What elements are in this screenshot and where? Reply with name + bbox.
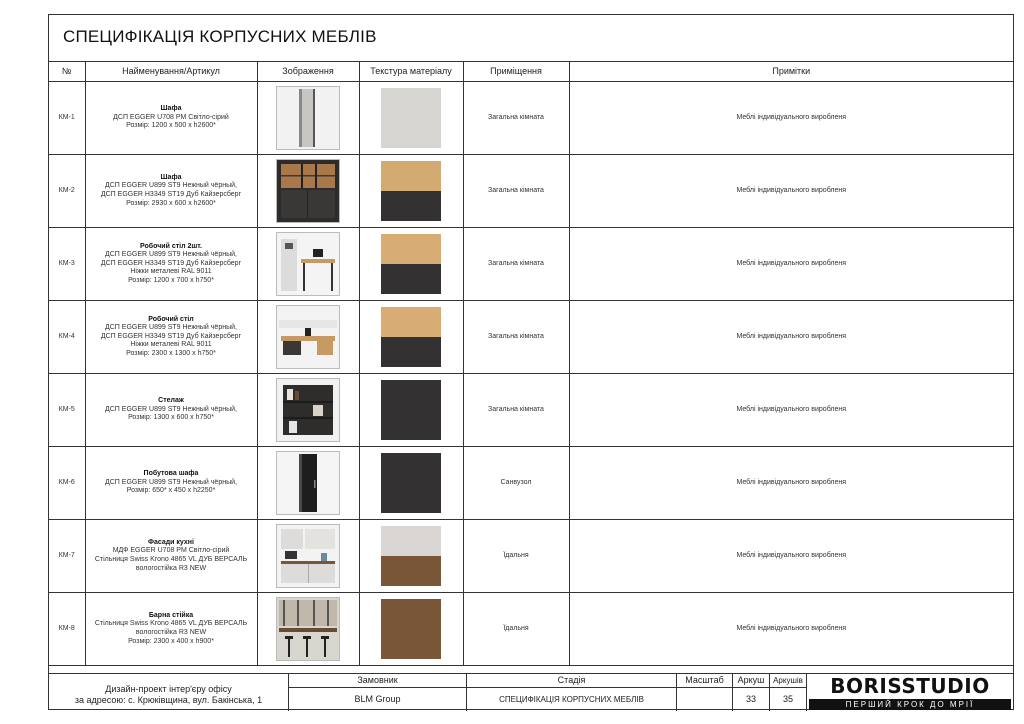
stage-value: СПЕЦИФІКАЦІЯ КОРПУСНИХ МЕБЛІВ: [467, 688, 677, 711]
item-detail: Розмір: 2930 x 600 x h2600*: [126, 199, 216, 207]
note-cell: Меблі індивідуального виробленя: [569, 520, 1013, 593]
texture-top: [381, 307, 441, 337]
furniture-image: [276, 86, 340, 150]
stage-label: Стадія: [467, 674, 677, 688]
texture-cell: [359, 155, 463, 228]
room-cell: Загальна кімната: [463, 228, 569, 301]
texture-top: [381, 380, 441, 410]
sheets-value: 35: [770, 688, 807, 711]
material-texture-swatch: [381, 380, 441, 440]
texture-bottom: [381, 410, 441, 440]
note-cell: Меблі індивідуального виробленя: [569, 593, 1013, 666]
item-detail: Ніжки металеві RAL 9011: [130, 341, 212, 349]
furniture-image: [276, 451, 340, 515]
table-row: [49, 593, 1013, 666]
item-detail: ДСП EGGER H3349 ST19 Дуб Кайзерсберг: [100, 191, 242, 198]
item-name: Робочий стіл: [148, 315, 194, 323]
item-code: КМ-1: [49, 82, 85, 155]
item-detail: ДСП EGGER U899 ST9 Нежный чёрный,: [105, 405, 237, 413]
table-header-row: [49, 61, 1013, 82]
col-header-image: Зображення: [257, 61, 359, 82]
item-image-cell: [257, 593, 359, 666]
item-detail: Розмір: 1200 x 700 x h750*: [128, 276, 214, 284]
table-row: [49, 374, 1013, 447]
item-name: Стелаж: [158, 397, 184, 405]
item-detail: Розмір: 1300 x 600 x h750*: [128, 414, 214, 422]
logo-wordmark: BORISSTUDIO: [830, 674, 990, 698]
item-name: Шафа: [160, 105, 182, 113]
note-cell: Меблі індивідуального виробленя: [569, 374, 1013, 447]
texture-cell: [359, 301, 463, 374]
material-texture-swatch: [381, 526, 441, 586]
table-row: [49, 520, 1013, 593]
item-code: КМ-6: [49, 447, 85, 520]
item-detail: ДСП EGGER U899 ST9 Нежный чёрный,: [105, 478, 237, 486]
item-detail: Стільниця Swiss Krono 4865 VL ДУБ ВЕРСАЛЬ: [94, 556, 248, 563]
item-name: Барна стійка: [148, 611, 194, 619]
item-image-cell: [257, 301, 359, 374]
sheet-label: Аркуш: [733, 674, 770, 688]
item-code: КМ-8: [49, 593, 85, 666]
texture-bottom: [381, 337, 441, 367]
texture-top: [381, 599, 441, 629]
item-description: [85, 155, 257, 228]
furniture-image: [276, 305, 340, 369]
room-cell: Загальна кімната: [463, 301, 569, 374]
texture-top: [381, 453, 441, 483]
room-cell: Загальна кімната: [463, 374, 569, 447]
col-header-name: Найменування/Артикул: [85, 61, 257, 82]
item-code: КМ-7: [49, 520, 85, 593]
texture-cell: [359, 520, 463, 593]
texture-cell: [359, 593, 463, 666]
item-code: КМ-4: [49, 301, 85, 374]
texture-bottom: [381, 264, 441, 294]
item-description: [85, 82, 257, 155]
item-detail: ДСП EGGER U899 ST9 Нежный чёрный,: [105, 324, 237, 332]
item-image-cell: [257, 228, 359, 301]
item-description: [85, 228, 257, 301]
title-area: [49, 15, 1013, 62]
texture-cell: [359, 447, 463, 520]
item-image-cell: [257, 520, 359, 593]
item-name: Шафа: [160, 173, 182, 181]
item-description: [85, 520, 257, 593]
table-row: [49, 301, 1013, 374]
item-detail: ДСП EGGER H3349 ST19 Дуб Кайзерсберг: [100, 332, 242, 340]
room-cell: Загальна кімната: [463, 82, 569, 155]
note-cell: Меблі індивідуального виробленя: [569, 301, 1013, 374]
item-name: Фасади кухні: [148, 538, 194, 546]
table-row: [49, 228, 1013, 301]
sheets-label: Аркушів: [770, 674, 807, 688]
col-header-room: Приміщення: [463, 61, 569, 82]
scale-value: [677, 688, 733, 711]
note-cell: Меблі індивідуального виробленя: [569, 228, 1013, 301]
item-description: [85, 301, 257, 374]
title-block: [49, 673, 1013, 711]
item-image-cell: [257, 155, 359, 228]
texture-top: [381, 526, 441, 556]
item-detail: ДСП EGGER U899 ST9 Нежный чёрный,: [105, 251, 237, 259]
material-texture-swatch: [381, 234, 441, 294]
spec-table: [49, 61, 1013, 666]
item-detail: Розмір: 2300 x 400 x h900*: [128, 637, 214, 645]
item-name: Побутова шафа: [143, 470, 199, 478]
note-cell: Меблі індивідуального виробленя: [569, 447, 1013, 520]
furniture-image: [276, 232, 340, 296]
project-address: за адресою: с. Крюківщина, вул. Бакінська, 1: [74, 695, 263, 705]
texture-bottom: [381, 191, 441, 221]
material-texture-swatch: [381, 307, 441, 367]
material-texture-swatch: [381, 161, 441, 221]
texture-bottom: [381, 483, 441, 513]
scale-label: Масштаб: [677, 674, 733, 688]
item-detail: МДФ EGGER U708 PM Світло-сірий: [112, 547, 230, 555]
item-detail: ДСП EGGER U899 ST9 Нежный чёрный,: [105, 182, 237, 190]
logo-tagline: ПЕРШИЙ КРОК ДО МРІЇ: [809, 699, 1011, 710]
room-cell: Санвузол: [463, 447, 569, 520]
studio-logo: [807, 674, 1013, 711]
project-info: [49, 674, 289, 711]
item-description: [85, 374, 257, 447]
room-cell: Їдальня: [463, 593, 569, 666]
furniture-image: [276, 524, 340, 588]
furniture-image: [276, 597, 340, 661]
item-image-cell: [257, 447, 359, 520]
page-title: СПЕЦИФІКАЦІЯ КОРПУСНИХ МЕБЛІВ: [63, 27, 377, 46]
texture-top: [381, 88, 441, 118]
room-cell: Загальна кімната: [463, 155, 569, 228]
furniture-image: [276, 378, 340, 442]
furniture-image: [276, 159, 340, 223]
room-cell: Їдальня: [463, 520, 569, 593]
texture-top: [381, 234, 441, 264]
spec-sheet: [48, 14, 1014, 710]
texture-bottom: [381, 118, 441, 148]
item-detail: Стільниця Swiss Krono 4865 VL ДУБ ВЕРСАЛЬ: [94, 620, 248, 628]
item-image-cell: [257, 374, 359, 447]
note-cell: Меблі індивідуального виробленя: [569, 82, 1013, 155]
item-name: Робочий стіл 2шт.: [140, 242, 202, 250]
item-image-cell: [257, 82, 359, 155]
texture-top: [381, 161, 441, 191]
col-header-texture: Текстура матеріалу: [359, 61, 463, 82]
material-texture-swatch: [381, 599, 441, 659]
material-texture-swatch: [381, 88, 441, 148]
customer-label: Замовник: [289, 674, 467, 688]
item-code: КМ-5: [49, 374, 85, 447]
sheet-value: 33: [733, 688, 770, 711]
project-title: Дизайн-проект інтер'єру офісу: [105, 684, 232, 694]
item-detail: ДСП EGGER U708 PM Світло-сірий: [113, 113, 229, 121]
table-row: [49, 447, 1013, 520]
item-detail: Розмір: 2300 x 1300 x h750*: [126, 349, 216, 357]
item-detail: вологостійка R3 NEW: [135, 564, 207, 572]
col-header-number: №: [49, 61, 85, 82]
item-code: КМ-3: [49, 228, 85, 301]
material-texture-swatch: [381, 453, 441, 513]
table-row: [49, 155, 1013, 228]
texture-bottom: [381, 556, 441, 586]
item-detail: Ніжки металеві RAL 9011: [130, 268, 212, 276]
texture-cell: [359, 82, 463, 155]
item-code: КМ-2: [49, 155, 85, 228]
texture-bottom: [381, 629, 441, 659]
customer-value: BLM Group: [289, 688, 467, 711]
texture-cell: [359, 374, 463, 447]
item-detail: Розмір: 1200 x 500 x h2600*: [126, 122, 216, 130]
table-row: [49, 82, 1013, 155]
col-header-notes: Примітки: [569, 61, 1013, 82]
item-detail: ДСП EGGER H3349 ST19 Дуб Кайзерсберг: [100, 259, 242, 267]
item-description: [85, 447, 257, 520]
texture-cell: [359, 228, 463, 301]
item-detail: Розмір: 650* x 450 x h2250*: [126, 487, 216, 495]
note-cell: Меблі індивідуального виробленя: [569, 155, 1013, 228]
item-description: [85, 593, 257, 666]
item-detail: вологостійка R3 NEW: [135, 629, 207, 636]
